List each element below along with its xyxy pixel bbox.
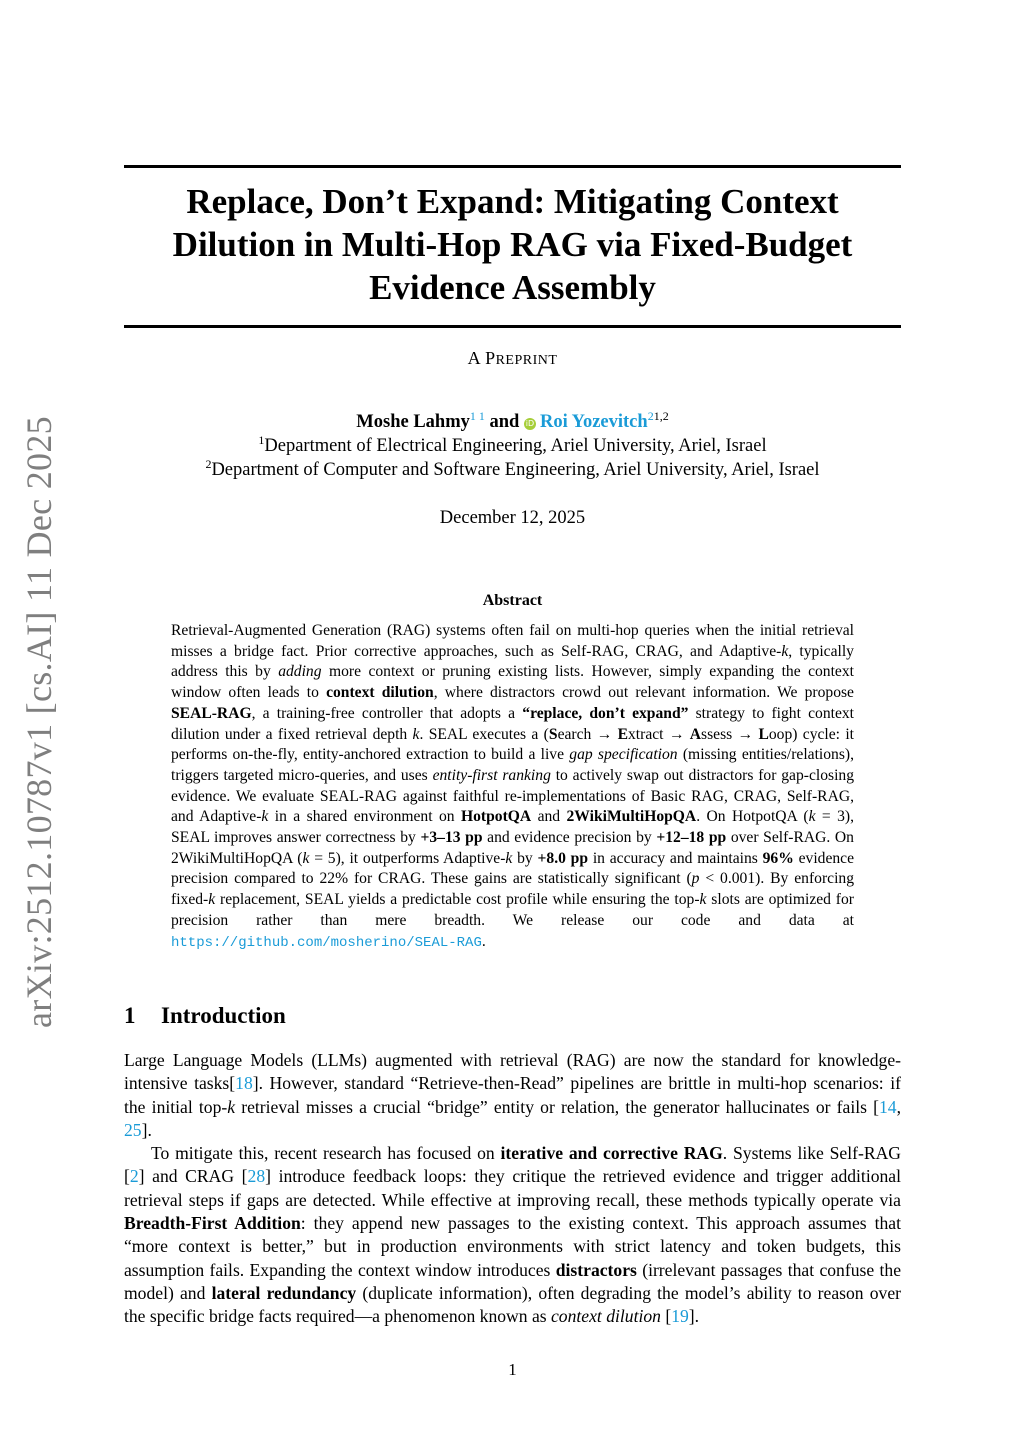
paragraph: Large Language Models (LLMs) augmented with retrieval (RAG) are now the standard for knowledge-intensive tasks[18]. However, standard “Retrieve-then-Read” pipelines are brittle in multi-hop scenarios: if the initial top-k retrieval misses a crucial “bridge” entity or relation, the generator hallucinates or fails [14, 25]. — [124, 1050, 901, 1140]
section-number: 1 — [124, 1003, 136, 1028]
and-text: and — [489, 412, 520, 432]
paper-title — [124, 180, 901, 309]
intro-text — [124, 1049, 901, 1329]
author-block — [124, 410, 901, 482]
title-line: Dilution in Multi-Hop RAG via Fixed-Budget — [172, 225, 853, 264]
citation-link[interactable]: 19 — [671, 1306, 689, 1327]
author-line — [124, 410, 901, 434]
author-sup[interactable]: 1 1 — [469, 409, 485, 423]
author-sup-link[interactable]: 2 — [647, 409, 654, 423]
citation-link[interactable]: 2 — [129, 1166, 139, 1187]
citation-link[interactable]: 14 — [878, 1096, 897, 1117]
affiliation: $^1$Department of Electrical Engineering, Ariel University, Ariel, Israel — [258, 433, 767, 456]
title-line: Replace, Don’t Expand: Mitigating Context — [186, 182, 839, 221]
page-number: 1 — [508, 1360, 517, 1379]
author-sup: 1,2 — [653, 409, 669, 423]
section-heading — [124, 1003, 286, 1029]
author-name: Moshe Lahmy — [356, 412, 470, 432]
bottom-rule — [124, 325, 901, 328]
affiliation: $^2$Department of Computer and Software Engineering, Ariel University, Ariel, Israel — [205, 457, 820, 480]
citation-link[interactable]: 25 — [124, 1119, 142, 1140]
date: December 12, 2025 — [439, 508, 586, 528]
top-rule — [124, 165, 901, 168]
arxiv-stamp: arXiv:2512.10787v1 [cs.AI] 11 Dec 2025 — [19, 416, 59, 1028]
abstract-text: Retrieval-Augmented Generation (RAG) systems often fail on multi-hop queries when the initial retrieval misses a bridge fact. Prior corrective approaches, such as Self-RAG, CRAG, and Adaptive-k, typically address this by adding more context or pruning existing lists. However, simply expanding the context window often leads to context dilution, where distractors crowd out relevant information. We propose SEAL-RAG, a training-free controller that adopts a “replace, don’t expand” strategy to fight context dilution under a fixed retrieval depth k. SEAL executes a (Search → Extract → Assess → Loop) cycle: it performs on-the-fly, entity-anchored extraction to build a live gap specification (missing entities/relations), triggers targeted micro-queries, and uses entity-first ranking to actively swap out distractors for gap-closing evidence. We evaluate SEAL-RAG against faithful re-implementations of Basic RAG, CRAG, Self-RAG, and Adaptive-k in a shared environment on HotpotQA and 2WikiMultiHopQA. On HotpotQA (k = 3), SEAL improves answer correctness by +3–13 pp and evidence precision by +12–18 pp over Self-RAG. On 2WikiMultiHopQA (k = 5), it outperforms Adaptive-k by +8.0 pp in accuracy and maintains 96% evidence precision compared to 22% for CRAG. These gains are statistically significant (p < 0.001). By enforcing fixed-k replacement, SEAL yields a predictable cost profile while ensuring the top-k slots are optimized for precision rather than mere breadth. We release our code and data at https://github.com/mosherino/SEAL-RAG. — [171, 622, 855, 951]
paragraph: To mitigate this, recent research has focused on iterative and corrective RAG. Systems like Self-RAG [2] and CRAG [28] introduce feedback loops: they critique the retrieved evidence and trigger additional retrieval steps if gaps are detected. While effective at improving recall, these methods typically operate via Breadth-First Addition: they append new passages to the existing context. This approach assumes that “more context is better,” but in production environments with strict latency and token budgets, this assumption fails. Expanding the context window introduces distractors (irrelevant passages that confuse the model) and lateral redundancy (duplicate information), often degrading the model’s ability to reason over the specific bridge facts required—a phenomenon known as context dilution [19]. — [124, 1143, 901, 1327]
citation-link[interactable]: 18 — [235, 1073, 253, 1094]
citation-link[interactable]: 28 — [247, 1166, 266, 1187]
author-link[interactable]: Roi Yozevitch — [539, 412, 648, 432]
abstract-heading: Abstract — [482, 592, 543, 609]
title-line: Evidence Assembly — [369, 268, 656, 307]
section-title: Introduction — [161, 1003, 286, 1028]
orcid-icon[interactable]: iD — [525, 419, 535, 428]
code-link[interactable]: https://github.com/mosherino/SEAL-RAG — [171, 934, 482, 951]
preprint-label: A PREPRINT — [467, 348, 558, 368]
